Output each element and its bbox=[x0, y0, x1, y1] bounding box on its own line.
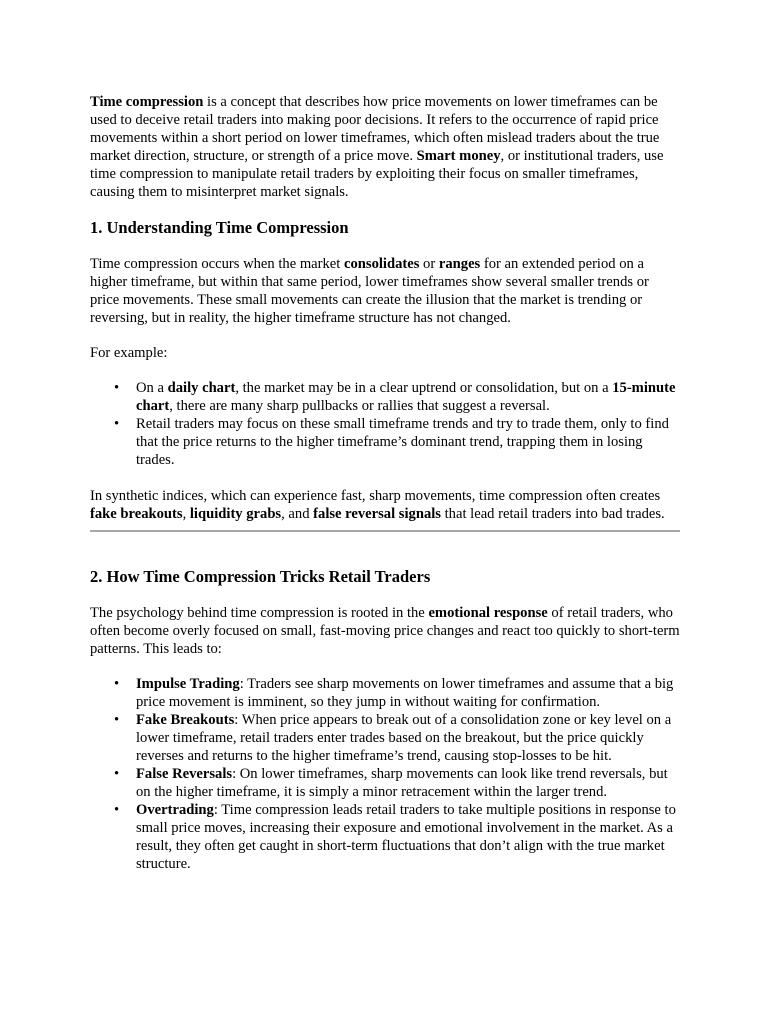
section-2-paragraph: The psychology behind time compression is rooted in the emotional response of retail traders, who often become overly focused on small, fast-moving price changes and react too quickly to short-term patterns. This leads to: bbox=[90, 605, 680, 657]
list-item: • On a daily chart, the market may be in a clear uptrend or consolidation, but on a 15-minute chart, there are many sharp pullbacks or rallies that suggest a reversal. bbox=[114, 380, 676, 414]
bullet-icon: • bbox=[114, 802, 120, 818]
section-1-heading: 1. Understanding Time Compression bbox=[90, 218, 349, 237]
document-page bbox=[90, 93, 680, 891]
bullet-icon: • bbox=[114, 416, 120, 432]
list-item: • Retail traders may focus on these small timeframe trends and try to trade them, only to find that the price returns to the higher timeframe’s dominant trend, trapping them in losing trades. bbox=[114, 416, 669, 468]
synthetic-indices-paragraph: In synthetic indices, which can experience fast, sharp movements, time compression often creates fake breakouts, liquidity grabs, and false reversal signals that lead retail traders into bad trades. bbox=[90, 488, 665, 522]
section-2-heading: 2. How Time Compression Tricks Retail Traders bbox=[90, 567, 431, 586]
bullet-icon: • bbox=[114, 712, 120, 728]
example-label: For example: bbox=[90, 345, 168, 361]
example-list bbox=[90, 379, 680, 469]
list-item: • Fake Breakouts: When price appears to break out of a consolidation zone or key level on a lower timeframe, retail traders enter trades based on the breakout, but the price quickly reverses and returns to the higher timeframe’s trend, causing stop-losses to be hit. bbox=[114, 712, 672, 764]
section-divider bbox=[90, 530, 680, 532]
term-time-compression: Time compression bbox=[90, 94, 204, 110]
bullet-icon: • bbox=[114, 766, 120, 782]
intro-paragraph: Time compression is a concept that describes how price movements on lower timeframes can be used to deceive retail traders into making poor decisions. It refers to the occurrence of rapid price movements within a short period on lower timeframes, which often mislead traders about the true market direction, structure, or strength of a price move. Smart money, or institutional traders, use time compression to manipulate retail traders by exploiting their focus on smaller timeframes, causing them to misinterpret market signals. bbox=[90, 94, 664, 200]
term-smart-money: Smart money bbox=[416, 148, 501, 164]
list-item: • Overtrading: Time compression leads retail traders to take multiple positions in response to small price moves, increasing their exposure and emotional involvement in the market. As a result, they often get caught in short-term fluctuations that don’t align with the true market structure. bbox=[114, 802, 676, 872]
list-item: • Impulse Trading: Traders see sharp movements on lower timeframes and assume that a big price movement is imminent, so they jump in without waiting for confirmation. bbox=[114, 676, 674, 710]
bullet-icon: • bbox=[114, 380, 120, 396]
effects-list bbox=[90, 675, 680, 873]
section-1-paragraph: Time compression occurs when the market consolidates or ranges for an extended period on a higher timeframe, but within that same period, lower timeframes show several smaller trends or price movements. These small movements can create the illusion that the market is trending or reversing, but in reality, the higher timeframe structure has not changed. bbox=[90, 256, 649, 326]
bullet-icon: • bbox=[114, 676, 120, 692]
list-item: • False Reversals: On lower timeframes, sharp movements can look like trend reversals, but on the higher timeframe, it is simply a minor retracement within the larger trend. bbox=[114, 766, 668, 800]
